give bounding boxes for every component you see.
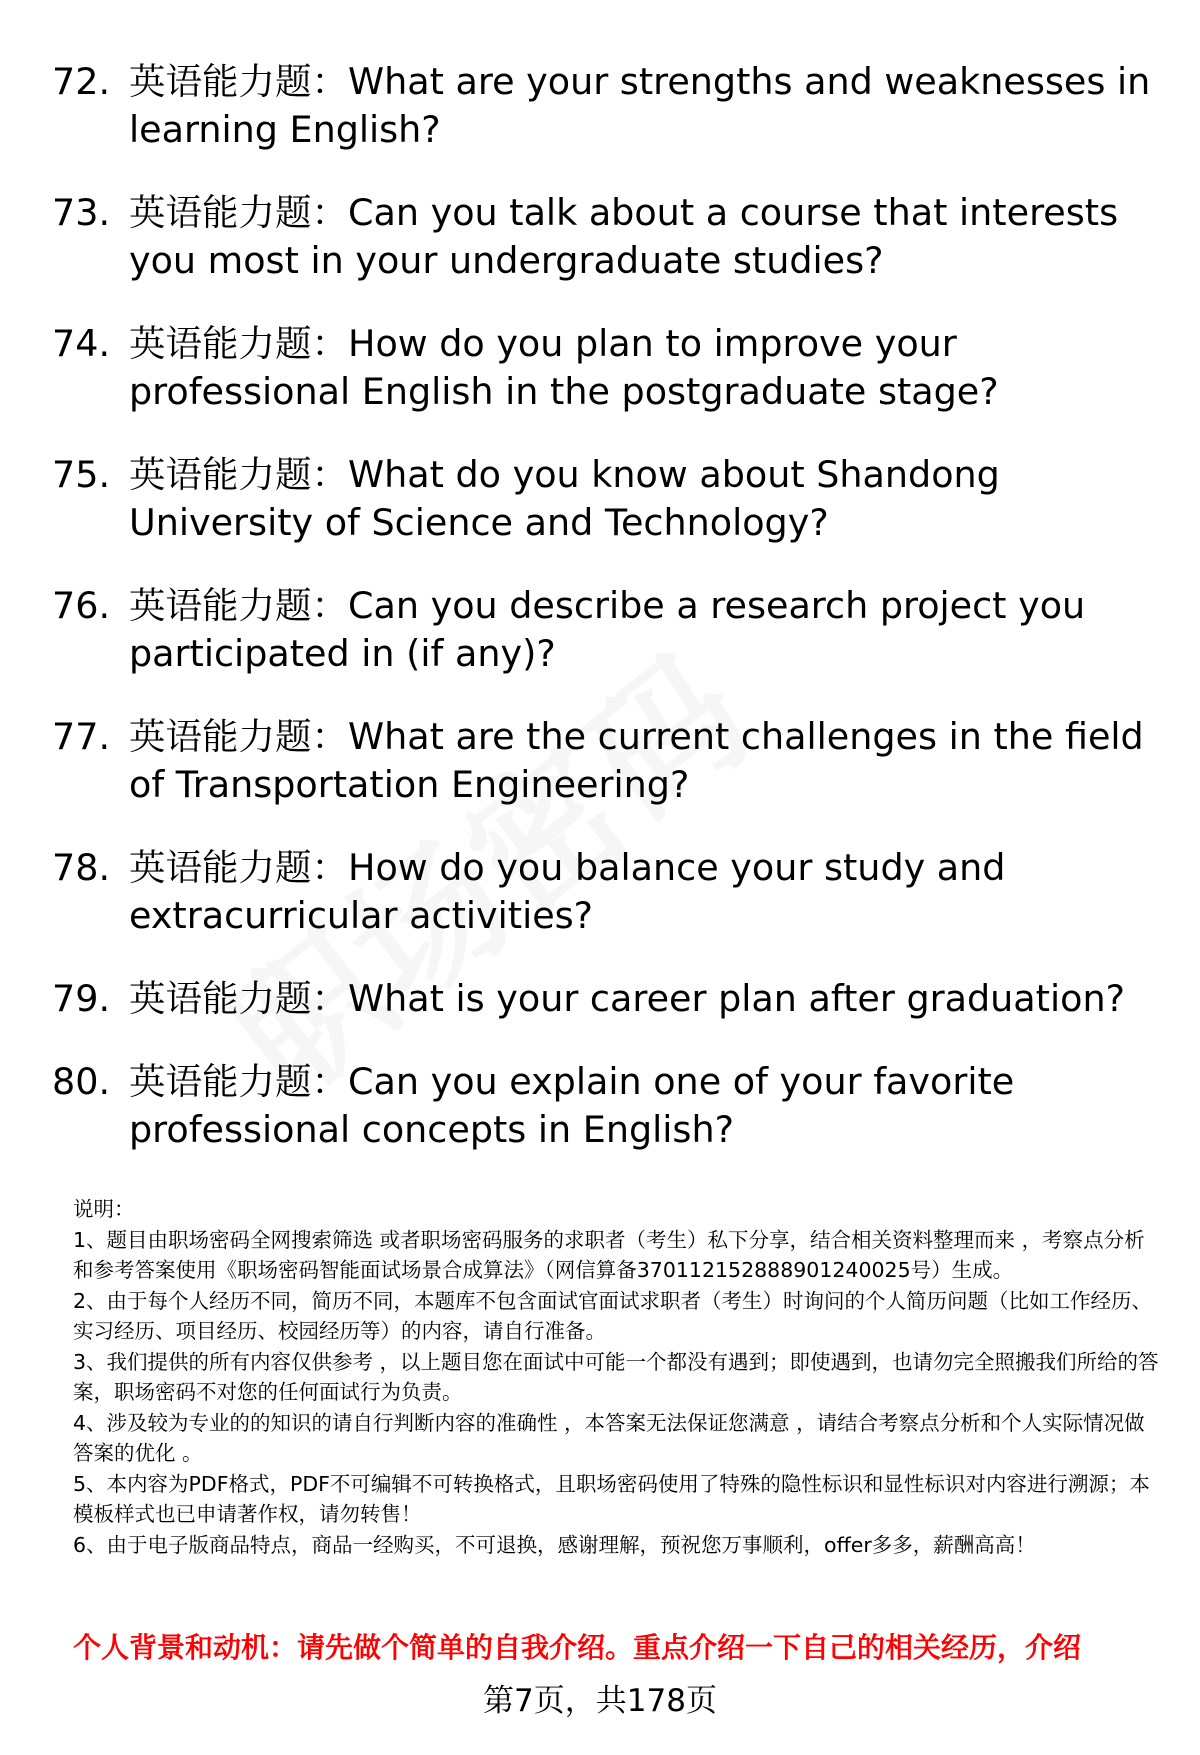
note-item: 5、本内容为PDF格式，PDF不可编辑不可转换格式，且职场密码使用了特殊的隐性标识和显性标识对内容进行溯源；本模板样式也已申请著作权，请勿转售！: [73, 1471, 1150, 1526]
note-item: 2、由于每个人经历不同，简历不同，本题库不包含面试官面试求职者（考生）时询问的个人简历问题（比如工作经历、实习经历、项目经历、校园经历等）的内容，请自行准备。: [73, 1288, 1153, 1343]
question-label: 英语能力题：: [129, 60, 348, 103]
note-item: 1、题目由职场密码全网搜索筛选 或者职场密码服务的求职者（考生）私下分享，结合相关资料整理而来 ，考察点分析和参考答案使用《职场密码智能面试场景合成算法》（网信算备370112152888901240025号）生成。: [73, 1227, 1145, 1282]
question-item: [52, 451, 1162, 547]
question-label: 英语能力题：: [129, 453, 348, 496]
question-text: What do you know about Shandong University of Science and Technology?: [129, 453, 1000, 544]
question-number: 75.: [52, 453, 111, 496]
question-label: 英语能力题：: [129, 715, 348, 758]
question-number: 72.: [52, 60, 111, 103]
question-label: 英语能力题：: [129, 1060, 348, 1103]
question-text: How do you plan to improve your professional English in the postgraduate stage?: [129, 322, 999, 413]
question-item: [52, 582, 1162, 678]
question-text: Can you explain one of your favorite professional concepts in English?: [129, 1060, 1015, 1151]
page-number: 第7页，共178页: [483, 1683, 717, 1719]
question-text: How do you balance your study and extracurricular activities?: [129, 846, 1006, 937]
question-list: [52, 58, 1162, 1189]
note-item: 3、我们提供的所有内容仅供参考 ，以上题目您在面试中可能一个都没有遇到；即使遇到，也请勿完全照搬我们所给的答案，职场密码不对您的任何面试行为负责。: [73, 1349, 1159, 1404]
next-topic-heading: 个人背景和动机：请先做个简单的自我介绍。重点介绍一下自己的相关经历，介绍: [73, 1631, 1082, 1664]
question-number: 76.: [52, 584, 111, 627]
question-label: 英语能力题：: [129, 191, 348, 234]
question-text: Can you describe a research project you participated in (if any)?: [129, 584, 1086, 675]
note-item: 6、由于电子版商品特点，商品一经购买，不可退换，感谢理解，预祝您万事顺利，offer多多，薪酬高高！: [73, 1532, 1036, 1557]
question-label: 英语能力题：: [129, 977, 348, 1020]
question-label: 英语能力题：: [129, 322, 348, 365]
question-item: [52, 844, 1162, 940]
question-number: 79.: [52, 977, 111, 1020]
question-text: What are your strengths and weaknesses in learning English?: [129, 60, 1151, 151]
notes-section: [73, 1194, 1163, 1560]
note-item: 4、涉及较为专业的的知识的请自行判断内容的准确性 ，本答案无法保证您满意 ，请结合考察点分析和个人实际情况做答案的优化 。: [73, 1410, 1145, 1465]
notes-heading: 说明：: [73, 1197, 135, 1221]
question-label: 英语能力题：: [129, 846, 348, 889]
question-text: Can you talk about a course that interests you most in your undergraduate studies?: [129, 191, 1119, 282]
question-number: 77.: [52, 715, 111, 758]
question-label: 英语能力题：: [129, 584, 348, 627]
question-item: [52, 189, 1162, 285]
question-number: 74.: [52, 322, 111, 365]
question-item: [52, 975, 1162, 1023]
question-number: 78.: [52, 846, 111, 889]
question-item: [52, 58, 1162, 154]
question-number: 73.: [52, 191, 111, 234]
question-number: 80.: [52, 1060, 111, 1103]
question-text: What is your career plan after graduation?: [348, 977, 1125, 1020]
question-text: What are the current challenges in the field of Transportation Engineering?: [129, 715, 1144, 806]
question-item: [52, 713, 1162, 809]
question-item: [52, 320, 1162, 416]
question-item: [52, 1058, 1162, 1154]
